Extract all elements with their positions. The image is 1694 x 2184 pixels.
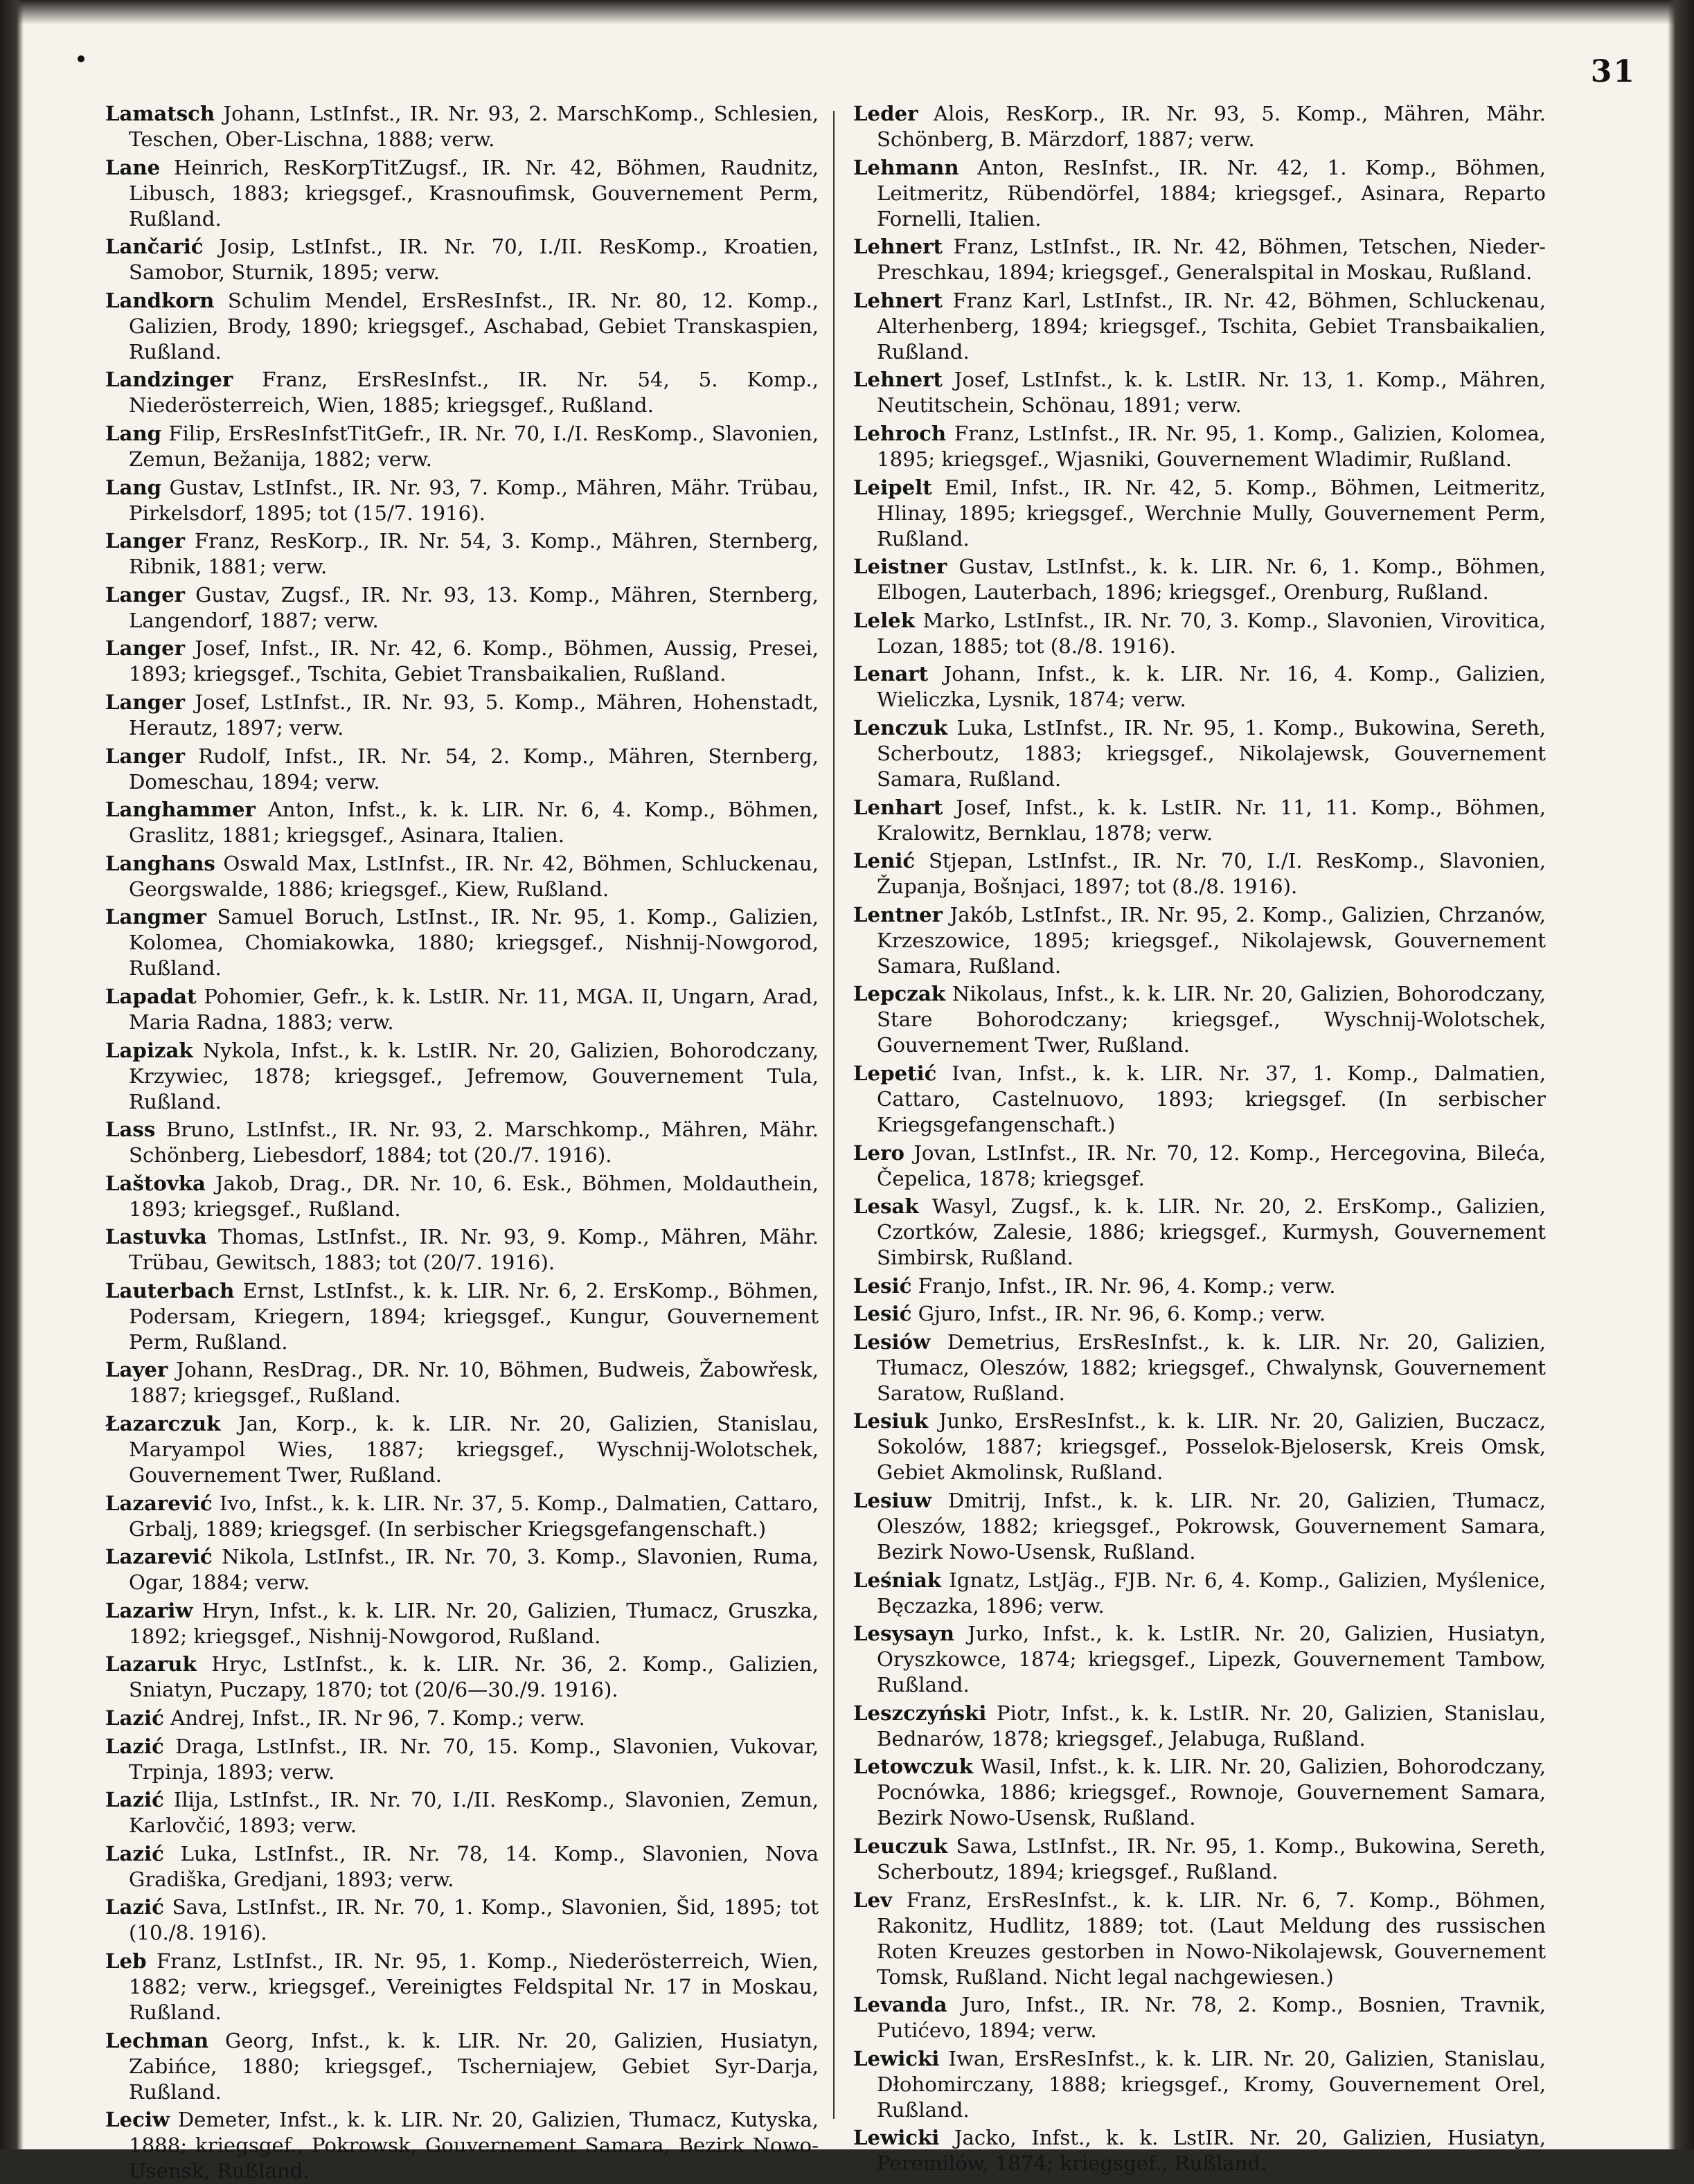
casualty-entry [105,1357,819,1408]
entry-surname: Lepetić [853,1061,937,1085]
entry-surname: Lehroch [853,421,947,445]
entry-surname: Lesiów [853,1330,931,1354]
casualty-entry [853,1301,1546,1327]
casualty-entry [105,2107,819,2184]
casualty-entry [105,1117,819,1168]
entry-details: Jan, Korp., k. k. LIR. Nr. 20, Galizien, Stanislau, Maryampol Wies, 1887; kriegsgef., Wyschnij-Wolotschek, Gouvernement Twer, Rußland. [129,1412,819,1487]
casualty-entry [853,1488,1546,1565]
entry-details: Hryn, Infst., k. k. LIR. Nr. 20, Galizien, Tłumacz, Gruszka, 1892; kriegsgef., Nishnij-Nowgorod, Rußland. [129,1598,819,1648]
entry-details: Luka, LstInfst., IR. Nr. 78, 14. Komp., Slavonien, Nova Gradiška, Gredjani, 1893; verw. [129,1841,819,1891]
casualty-entry [105,851,819,902]
casualty-entry [853,1992,1546,2043]
left-column [105,101,819,2183]
entry-surname: Lev [853,1888,893,1912]
entry-surname: Lesiuw [853,1489,931,1513]
entry-surname: Lewicki [853,2126,940,2150]
entry-surname: Langhans [105,851,215,875]
entry-surname: Langer [105,582,186,607]
casualty-entry [105,1841,819,1892]
entry-surname: Lechman [105,2028,209,2052]
entry-details: Demetrius, ErsResInfst., k. k. LIR. Nr. 20, Galizien, Tłumacz, Oleszów, 1882; kriegsgef., Chwalynsk, Gouvernement Saratow, Rußland. [877,1330,1546,1405]
entry-surname: Lamatsch [105,102,215,125]
entry-details: Nikolaus, Infst., k. k. LIR. Nr. 20, Galizien, Bohorodczany, Stare Bohorodczany; kriegsgef., Wyschnij-Wolotschek, Gouvernement Twer, Rußland. [877,982,1546,1057]
entry-details: Samuel Boruch, LstInst., IR. Nr. 95, 1. Komp., Galizien, Kolomea, Chomiakowka, 1880; kriegsgef., Nishnij-Nowgorod, Rußland. [129,905,819,981]
casualty-entry [105,797,819,848]
entry-details: Alois, ResKorp., IR. Nr. 93, 5. Komp., Mähren, Mähr. Schönberg, B. Märzdorf, 1887; verw. [877,102,1546,151]
entry-details: Oswald Max, LstInfst., IR. Nr. 42, Böhmen, Schluckenau, Georgswalde, 1886; kriegsgef., Kiew, Rußland. [129,851,819,901]
casualty-entry [105,1787,819,1838]
casualty-entry [105,528,819,580]
casualty-entry [853,661,1546,713]
casualty-entry [853,2046,1546,2123]
entry-surname: Lazić [105,1706,164,1730]
entry-surname: Leśniak [853,1568,941,1592]
entry-surname: Leb [105,1949,147,1973]
entry-details: Josef, LstInfst., k. k. LstIR. Nr. 13, 1. Komp., Mähren, Neutitschein, Schönau, 1891; verw. [877,368,1546,418]
entry-details: Franz, ResKorp., IR. Nr. 54, 3. Komp., Mähren, Sternberg, Ribnik, 1881; verw. [129,529,819,579]
entry-details: Dmitrij, Infst., k. k. LIR. Nr. 20, Galizien, Tłumacz, Oleszów, 1882; kriegsgef., Pokrowsk, Gouvernement Samara, Bezirk Nowo-Usensk, Rußland. [877,1489,1546,1564]
entry-surname: Langhammer [105,798,256,822]
entry-details: Josef, Infst., k. k. LstIR. Nr. 11, 11. Komp., Böhmen, Kralowitz, Bernklau, 1878; verw. [877,795,1546,845]
casualty-entry [105,1652,819,1703]
entry-surname: Lapadat [105,984,197,1008]
entry-details: Franz, LstInfst., IR. Nr. 95, 1. Komp., Niederösterreich, Wien, 1882; verw., kriegsgef., Vereinigtes Feldspital Nr. 17 in Moskau, Rußland. [129,1949,819,2024]
entry-surname: Leuczuk [853,1834,948,1859]
entry-surname: Leciw [105,2108,170,2132]
entry-details: Franz, LstInfst., IR. Nr. 42, Böhmen, Tetschen, Nieder-Preschkau, 1894; kriegsgef., Generalspital in Moskau, Rußland. [877,235,1546,285]
casualty-entry [105,1544,819,1595]
page-left-shadow [0,0,24,2149]
casualty-entry [853,1140,1546,1192]
entry-surname: Lero [853,1140,904,1165]
entry-surname: Langer [105,636,186,661]
entry-details: Nykola, Infst., k. k. LstIR. Nr. 20, Galizien, Bohorodczany, Krzywiec, 1878; kriegsgef., Jefremow, Gouvernement Tula, Rußland. [129,1038,819,1113]
casualty-entry [105,475,819,526]
casualty-entry [853,554,1546,605]
entry-details: Johann, Infst., k. k. LIR. Nr. 16, 4. Komp., Galizien, Wieliczka, Lysnik, 1874; verw. [877,662,1546,712]
entry-details: Rudolf, Infst., IR. Nr. 54, 2. Komp., Mähren, Sternberg, Domeschau, 1894; verw. [129,744,819,794]
entry-surname: Landzinger [105,368,233,392]
page-right-shadow [1668,0,1694,2149]
entry-surname: Lesysayn [853,1622,955,1646]
entry-details: Georg, Infst., k. k. LIR. Nr. 20, Galizien, Husiatyn, Zabińce, 1880; kriegsgef., Tscherniajew, Gebiet Syr-Darja, Rußland. [129,2028,819,2104]
right-column [853,101,1546,2176]
entry-surname: Lesiuk [853,1409,929,1433]
entry-details: Jacko, Infst., k. k. LstIR. Nr. 20, Galizien, Husiatyn, Peremilów, 1874; kriegsgef., Rußland. [877,2126,1546,2176]
entry-details: Ernst, LstInfst., k. k. LIR. Nr. 6, 2. ErsKomp., Böhmen, Podersam, Kriegern, 1894; kriegsgef., Kungur, Gouvernement Perm, Rußland. [129,1278,819,1354]
entry-details: Piotr, Infst., k. k. LstIR. Nr. 20, Galizien, Stanislau, Bednarów, 1878; kriegsgef., Jelabuga, Rußland. [877,1701,1546,1751]
entry-surname: Lauterbach [105,1278,235,1303]
entry-details: Ivan, Infst., k. k. LIR. Nr. 37, 1. Komp., Dalmatien, Cattaro, Castelnuovo, 1893; kriegsgef. (In serbischer Kriegsgefangenschaft.) [877,1061,1546,1136]
entry-surname: Layer [105,1358,168,1382]
entry-details: Nikola, LstInfst., IR. Nr. 70, 3. Komp., Slavonien, Ruma, Ogar, 1884; verw. [129,1545,819,1595]
casualty-entry [105,582,819,634]
casualty-entry [105,1038,819,1115]
entry-surname: Lesić [853,1273,912,1298]
entry-details: Jakób, LstInfst., IR. Nr. 95, 2. Komp., Galizien, Chrzanów, Krzeszowice, 1895; kriegsgef., Nikolajewsk, Gouvernement Samara, Rußland. [877,902,1546,978]
casualty-entry [853,1408,1546,1485]
entry-details: Emil, Infst., IR. Nr. 42, 5. Komp., Böhmen, Leitmeritz, Hlinay, 1895; kriegsgef., Werchnie Mully, Gouvernement Perm, Rußland. [877,475,1546,551]
entry-details: Franjo, Infst., IR. Nr. 96, 4. Komp.; verw. [918,1273,1336,1298]
entry-details: Josef, Infst., IR. Nr. 42, 6. Komp., Böhmen, Aussig, Presei, 1893; kriegsgef., Tschita, Gebiet Transbaikalien, Rußland. [129,636,819,686]
entry-surname: Lazarević [105,1545,213,1569]
entry-surname: Lehnert [853,368,943,392]
entry-details: Andrej, Infst., IR. Nr 96, 7. Komp.; verw. [170,1706,585,1730]
entry-surname: Łazarczuk [105,1412,221,1436]
entry-details: Jurko, Infst., k. k. LstIR. Nr. 20, Galizien, Husiatyn, Oryszkowce, 1874; kriegsgef., Lipezk, Gouvernement Tambow, Rußland. [877,1622,1546,1697]
casualty-entry [105,904,819,981]
entry-surname: Lane [105,155,161,179]
casualty-entry [105,367,819,418]
entry-details: Gustav, LstInfst., IR. Nr. 93, 7. Komp., Mähren, Mähr. Trübau, Pirkelsdorf, 1895; tot (15/7. 1916). [129,475,819,525]
entry-surname: Lazić [105,1734,164,1758]
entry-details: Josef, LstInfst., IR. Nr. 93, 5. Komp., Mähren, Hohenstadt, Herautz, 1897; verw. [129,690,819,740]
entry-details: Hryc, LstInfst., k. k. LIR. Nr. 36, 2. Komp., Galizien, Sniatyn, Puczapy, 1870; tot (20/6—30./9. 1916). [129,1652,819,1702]
entry-surname: Leder [853,102,918,125]
entry-details: Jovan, LstInfst., IR. Nr. 70, 12. Komp., Hercegovina, Bileća, Čepelica, 1878; kriegsgef. [877,1140,1546,1190]
casualty-entry [853,421,1546,472]
entry-surname: Lehnert [853,235,943,259]
entry-surname: Lang [105,421,162,445]
ink-dot [78,55,84,62]
casualty-entry [853,1701,1546,1752]
entry-surname: Lazić [105,1895,164,1919]
entry-surname: Lepczak [853,982,945,1006]
entry-surname: Letowczuk [853,1755,973,1779]
entry-details: Ignatz, LstJäg., FJB. Nr. 6, 4. Komp., Galizien, Myślenice, Bęczazka, 1896; verw. [877,1568,1546,1618]
casualty-entry [105,288,819,365]
entry-details: Thomas, LstInfst., IR. Nr. 93, 9. Komp., Mähren, Mähr. Trübau, Gewitsch, 1883; tot (20/7. 1916). [129,1225,819,1275]
casualty-entry [105,1895,819,1946]
entry-details: Ilija, LstInfst., IR. Nr. 70, I./II. ResKomp., Slavonien, Zemun, Karlovčić, 1893; verw. [129,1788,819,1838]
entry-details: Luka, LstInfst., IR. Nr. 95, 1. Komp., Bukowina, Sereth, Scherboutz, 1883; kriegsgef., Nikolajewsk, Gouvernement Samara, Rußland. [877,715,1546,791]
entry-details: Filip, ErsResInfstTitGefr., IR. Nr. 70, I./I. ResKomp., Slavonien, Zemun, Bežanija, 1882; verw. [129,421,819,471]
casualty-entry [853,981,1546,1058]
casualty-entry [105,1224,819,1276]
entry-details: Stjepan, LstInfst., IR. Nr. 70, I./I. ResKomp., Slavonien, Županja, Bošnjaci, 1897; tot (8./8. 1916). [877,849,1546,899]
casualty-entry [105,744,819,795]
entry-surname: Lenczuk [853,715,948,740]
casualty-entry [853,1888,1546,1990]
entry-details: Schulim Mendel, ErsResInfst., IR. Nr. 80, 12. Komp., Galizien, Brody, 1890; kriegsgef., Aschabad, Gebiet Transkaspien, Rußland. [129,288,819,364]
casualty-entry [853,1754,1546,1831]
column-divider [833,111,835,2119]
entry-details: Draga, LstInfst., IR. Nr. 70, 15. Komp., Slavonien, Vukovar, Trpinja, 1893; verw. [129,1734,819,1784]
entry-surname: Lastuvka [105,1225,207,1249]
casualty-entry [853,1568,1546,1619]
entry-details: Sava, LstInfst., IR. Nr. 70, 1. Komp., Slavonien, Šid, 1895; tot (10./8. 1916). [129,1895,819,1945]
entry-details: Franz, ErsResInfst., IR. Nr. 54, 5. Komp., Niederösterreich, Wien, 1885; kriegsgef., Rußland. [129,368,819,418]
entry-details: Juro, Infst., IR. Nr. 78, 2. Komp., Bosnien, Travnik, Putićevo, 1894; verw. [877,1993,1546,2043]
casualty-entry [853,475,1546,552]
entry-surname: Lazić [105,1788,164,1812]
entry-details: Wasil, Infst., k. k. LIR. Nr. 20, Galizien, Bohorodczany, Pocnówka, 1886; kriegsgef., Rownoje, Gouvernement Samara, Bezirk Nowo-Usensk, Rußland. [877,1755,1546,1830]
entry-surname: Langer [105,744,186,768]
page-top-shadow [0,0,1694,25]
entry-surname: Landkorn [105,288,215,312]
casualty-entry [853,1061,1546,1138]
casualty-entry [105,155,819,232]
entry-details: Gjuro, Infst., IR. Nr. 96, 6. Komp.; verw. [918,1302,1326,1326]
entry-surname: Langmer [105,905,206,929]
casualty-entry [853,1621,1546,1698]
entry-details: Pohomier, Gefr., k. k. LstIR. Nr. 11, MGA. II, Ungarn, Arad, Maria Radna, 1883; verw. [129,984,819,1034]
entry-details: Gustav, Zugsf., IR. Nr. 93, 13. Komp., Mähren, Sternberg, Langendorf, 1887; verw. [129,582,819,632]
entry-details: Josip, LstInfst., IR. Nr. 70, I./II. ResKomp., Kroatien, Samobor, Sturnik, 1895; verw. [129,235,819,285]
entry-details: Franz, ErsResInfst., k. k. LIR. Nr. 6, 7. Komp., Böhmen, Rakonitz, Hudlitz, 1889; tot. (Laut Meldung des russischen Roten Kreuzes gestorben in Nowo-Nikolajewsk, Gouvernement Tomsk, Rußland. Nicht legal nachgewiesen.) [877,1888,1546,1989]
casualty-entry [105,1949,819,2025]
casualty-entry [853,608,1546,659]
entry-details: Heinrich, ResKorpTitZugsf., IR. Nr. 42, Böhmen, Raudnitz, Libusch, 1883; kriegsgef., Krasnoufimsk, Gouvernement Perm, Rußland. [129,155,819,231]
entry-surname: Laštovka [105,1171,206,1195]
entry-surname: Lapizak [105,1038,193,1062]
entry-surname: Lenhart [853,795,943,819]
entry-surname: Lazarević [105,1491,213,1515]
casualty-entry [105,1278,819,1355]
entry-details: Ivo, Infst., k. k. LIR. Nr. 37, 5. Komp., Dalmatien, Cattaro, Grbalj, 1889; kriegsgef. (In serbischer Kriegsgefangenschaft.) [129,1491,819,1541]
casualty-entry [853,367,1546,418]
casualty-entry [105,234,819,285]
casualty-entry [853,1834,1546,1885]
entry-details: Gustav, LstInfst., k. k. LIR. Nr. 6, 1. Komp., Böhmen, Elbogen, Lauterbach, 1896; kriegsgef., Orenburg, Rußland. [877,555,1546,605]
entry-details: Marko, LstInfst., IR. Nr. 70, 3. Komp., Slavonien, Virovitica, Lozan, 1885; tot (8./8. 1916). [877,608,1546,658]
entry-surname: Lazić [105,1841,164,1865]
entry-surname: Langer [105,690,186,714]
casualty-entry [853,795,1546,846]
entry-details: Anton, Infst., k. k. LIR. Nr. 6, 4. Komp., Böhmen, Graslitz, 1881; kriegsgef., Asinara, Italien. [129,798,819,848]
casualty-entry [853,234,1546,285]
entry-details: Franz, LstInfst., IR. Nr. 95, 1. Komp., Galizien, Kolomea, 1895; kriegsgef., Wjasniki, Gouvernement Wladimir, Rußland. [877,421,1546,471]
entry-details: Bruno, LstInfst., IR. Nr. 93, 2. Marschkomp., Mähren, Mähr. Schönberg, Liebesdorf, 1884; tot (20./7. 1916). [129,1118,819,1167]
entry-details: Iwan, ErsResInfst., k. k. LIR. Nr. 20, Galizien, Stanislau, Dłohomirczany, 1888; kriegsgef., Kromy, Gouvernement Orel, Rußland. [877,2046,1546,2122]
casualty-entry [853,1194,1546,1271]
casualty-entry [105,1598,819,1649]
entry-surname: Lentner [853,902,943,927]
casualty-entry [105,421,819,472]
casualty-entry [105,2028,819,2105]
casualty-entry [853,1330,1546,1406]
casualty-entry [105,1171,819,1222]
casualty-entry [105,984,819,1035]
entry-details: Wasyl, Zugsf., k. k. LIR. Nr. 20, 2. ErsKomp., Galizien, Czortków, Zalesie, 1886; kriegsgef., Kurmysh, Gouvernement Simbirsk, Rußland. [877,1194,1546,1270]
casualty-entry [853,848,1546,899]
entry-details: Johann, LstInfst., IR. Nr. 93, 2. MarschKomp., Schlesien, Teschen, Ober-Lischna, 1888; verw. [129,102,819,151]
entry-surname: Lesak [853,1194,919,1219]
casualty-entry [853,715,1546,792]
entry-surname: Lehmann [853,155,959,179]
page-number: 31 [1590,54,1636,89]
entry-details: Anton, ResInfst., IR. Nr. 42, 1. Komp., Böhmen, Leitmeritz, Rübendörfel, 1884; kriegsgef., Asinara, Reparto Fornelli, Italien. [877,155,1546,231]
casualty-entry [105,690,819,741]
entry-details: Johann, ResDrag., DR. Nr. 10, Böhmen, Budweis, Žabowřesk, 1887; kriegsgef., Rußland. [129,1358,819,1408]
entry-details: Sawa, LstInfst., IR. Nr. 95, 1. Komp., Bukowina, Sereth, Scherboutz, 1894; kriegsgef., Rußland. [877,1834,1546,1884]
entry-surname: Lewicki [853,2046,940,2070]
entry-surname: Lass [105,1118,156,1142]
casualty-entry [105,101,819,152]
entry-details: Demeter, Infst., k. k. LIR. Nr. 20, Galizien, Tłumacz, Kutyska, 1888; kriegsgef., Pokrowsk, Gouvernement Samara, Bezirk Nowo-Usensk, Rußland. [129,2108,819,2183]
entry-details: Franz Karl, LstInfst., IR. Nr. 42, Böhmen, Schluckenau, Alterhenberg, 1894; kriegsgef., Tschita, Gebiet Transbaikalien, Rußland. [877,288,1546,364]
entry-surname: Lančarić [105,235,204,259]
entry-surname: Lang [105,475,162,499]
casualty-entry [105,1491,819,1542]
entry-surname: Leipelt [853,475,932,499]
casualty-entry [853,902,1546,979]
casualty-entry [105,1411,819,1488]
casualty-entry [853,1273,1546,1299]
entry-details: Jakob, Drag., DR. Nr. 10, 6. Esk., Böhmen, Moldauthein, 1893; kriegsgef., Rußland. [129,1171,819,1221]
entry-surname: Langer [105,529,186,553]
casualty-entry [105,1706,819,1731]
entry-details: Junko, ErsResInfst., k. k. LIR. Nr. 20, Galizien, Buczacz, Sokolów, 1887; kriegsgef., Posselok-Bjelosersk, Kreis Omsk, Gebiet Akmolinsk, Rußland. [877,1409,1546,1485]
casualty-entry [853,2125,1546,2176]
casualty-entry [105,636,819,687]
entry-surname: Lesić [853,1302,912,1326]
entry-surname: Levanda [853,1993,947,2017]
casualty-entry [853,155,1546,232]
entry-surname: Lazaruk [105,1652,197,1676]
casualty-entry [853,101,1546,152]
entry-surname: Leistner [853,555,947,579]
entry-surname: Lazariw [105,1598,193,1622]
entry-surname: Leszczyński [853,1701,987,1725]
casualty-entry [853,288,1546,365]
entry-surname: Lenić [853,849,916,873]
casualty-entry [105,1734,819,1785]
entry-surname: Lehnert [853,288,943,312]
entry-surname: Lelek [853,608,915,632]
entry-surname: Lenart [853,662,929,686]
